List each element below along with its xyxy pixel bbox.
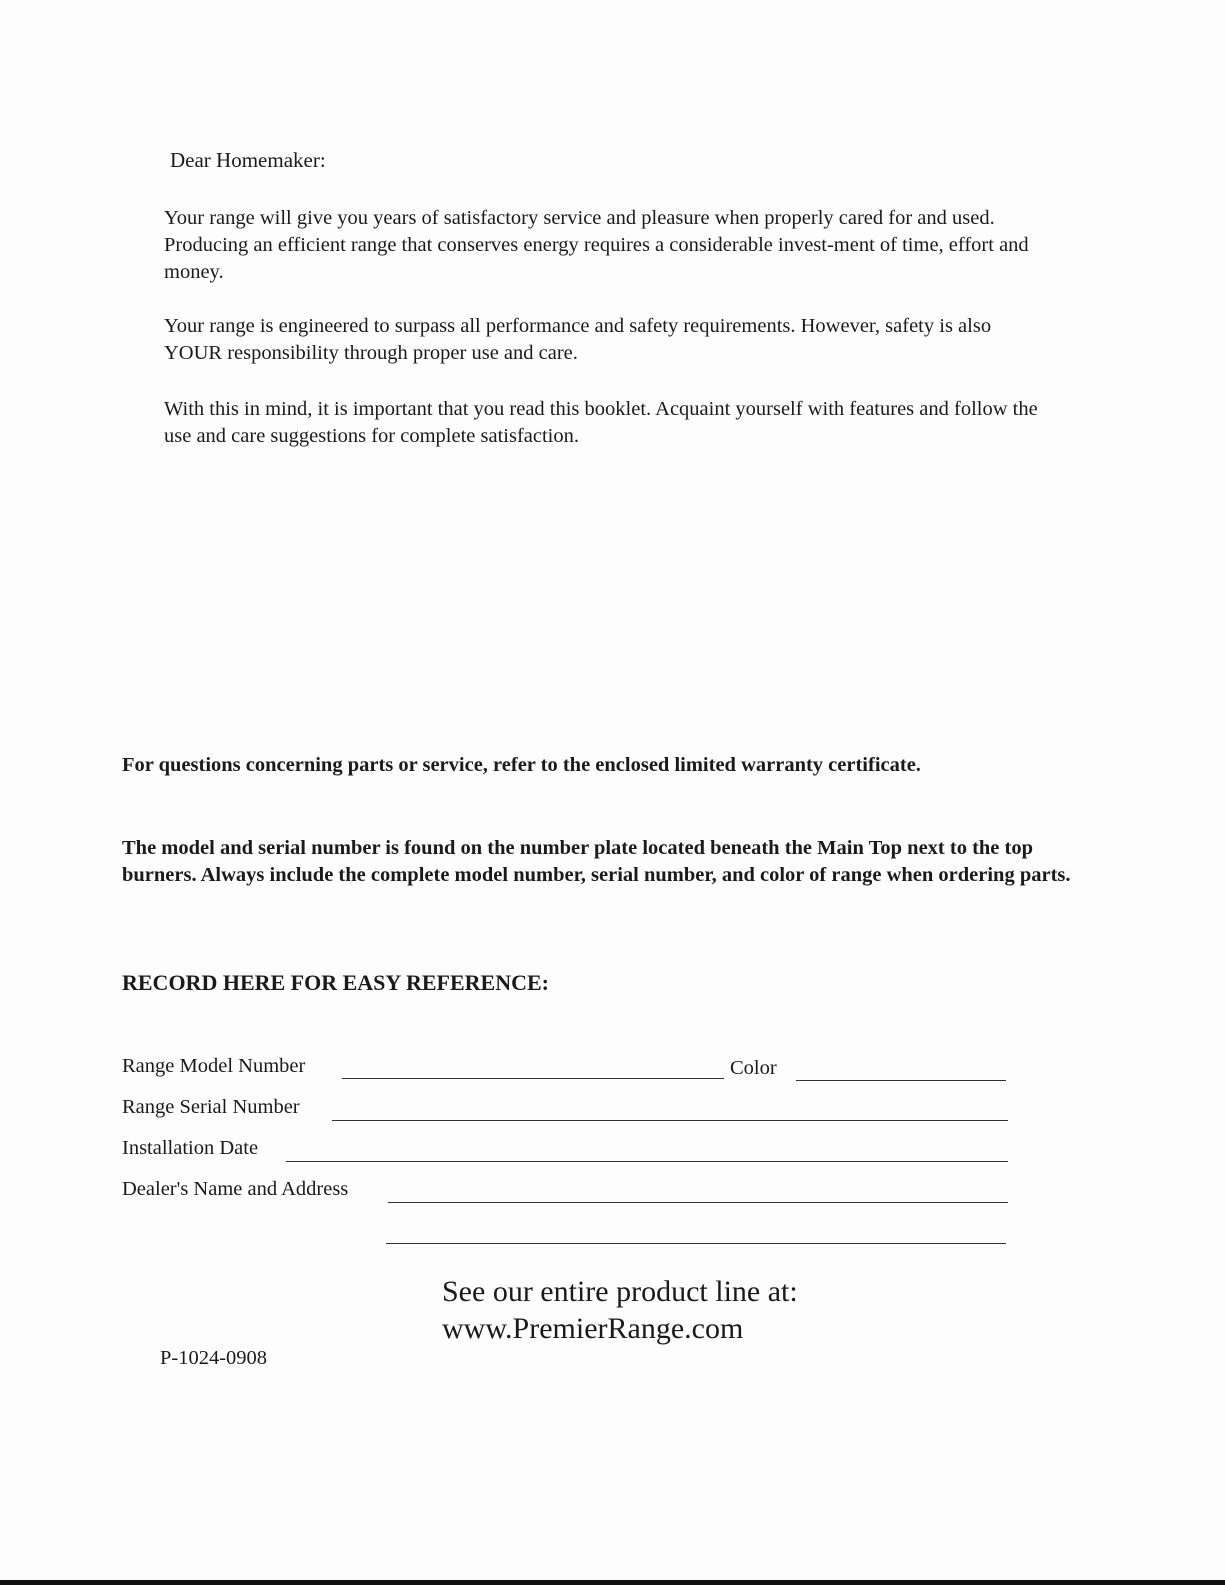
model-number-label: Range Model Number [122,1055,306,1077]
dealer-line-2 [386,1243,1006,1244]
model-number-line [342,1078,724,1079]
letter-paragraph-3: With this in mind, it is important that you read this booklet. Acquaint yourself with features and follow the use and care suggestions for complete satisfaction. [164,398,1038,447]
color-line [796,1080,1006,1081]
dealer-line-1 [388,1202,1008,1203]
letter-paragraph-2: Your range is engineered to surpass all performance and safety requirements. However, safety is also YOUR responsibility through proper use and care. [164,315,992,364]
color-label: Color [730,1057,777,1079]
serial-number-label: Range Serial Number [122,1096,300,1118]
letter-greeting: Dear Homemaker: [170,148,326,172]
serial-number-line [332,1120,1008,1121]
record-heading: RECORD HERE FOR EASY REFERENCE: [122,970,550,995]
questions-notice: For questions concerning parts or service, refer to the enclosed limited warranty certificate. [122,754,921,776]
product-line-text: See our entire product line at: [442,1275,798,1308]
dealer-label: Dealer's Name and Address [122,1178,349,1200]
letter-paragraph-1: Your range will give you years of satisfactory service and pleasure when properly cared for and used. Producing an efficient range that conserves energy requires a considerable invest-ment of time, effort and money. [164,207,1029,283]
scan-bottom-edge [0,1580,1225,1585]
website-url: www.PremierRange.com [442,1312,744,1345]
model-serial-notice: The model and serial number is found on the number plate located beneath the Main Top next to the top burners. Always include the complete model number, serial number, and color of range when ordering parts. [122,837,1071,886]
installation-date-label: Installation Date [122,1137,259,1159]
document-code: P-1024-0908 [160,1347,268,1369]
installation-date-line [286,1161,1008,1162]
